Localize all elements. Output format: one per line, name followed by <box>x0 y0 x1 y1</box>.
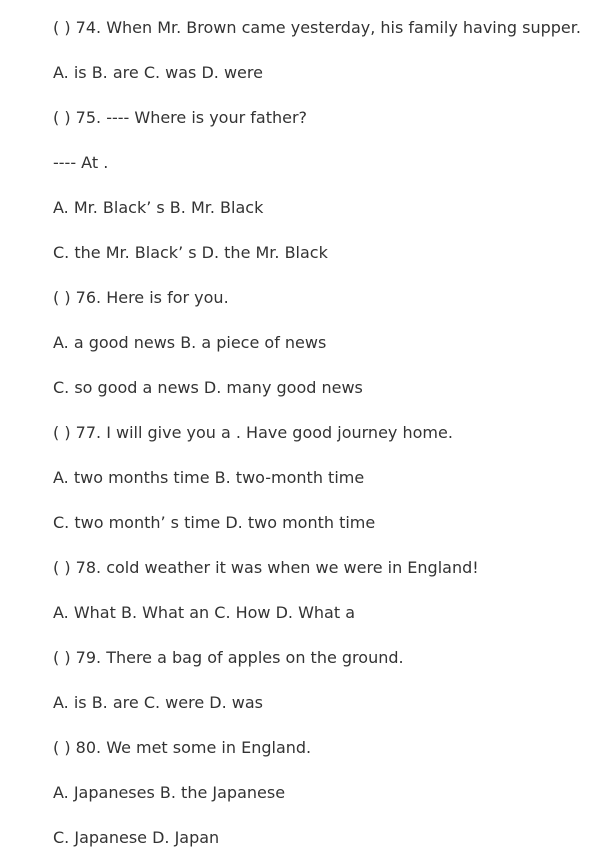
question-80-options-ab: A. Japaneses B. the Japanese <box>53 783 286 802</box>
question-77: ( ) 77. I will give you a . Have good journey home. <box>53 423 453 442</box>
question-75: ( ) 75. ---- Where is your father? <box>53 108 308 127</box>
question-79-options: A. is B. are C. were D. was <box>53 693 263 712</box>
question-80-options-cd: C. Japanese D. Japan <box>53 828 220 847</box>
question-77-options-ab: A. two months time B. two-month time <box>53 468 365 487</box>
question-76-options-cd: C. so good a news D. many good news <box>53 378 363 397</box>
question-74-options: A. is B. are C. was D. were <box>53 63 263 82</box>
question-79: ( ) 79. There a bag of apples on the ground. <box>53 648 404 667</box>
question-75-options-ab: A. Mr. Black’ s B. Mr. Black <box>53 198 264 217</box>
question-80: ( ) 80. We met some in England. <box>53 738 312 757</box>
question-78-options: A. What B. What an C. How D. What a <box>53 603 356 622</box>
question-77-options-cd: C. two month’ s time D. two month time <box>53 513 376 532</box>
question-74: ( ) 74. When Mr. Brown came yesterday, his family having supper. <box>53 18 581 37</box>
question-76-options-ab: A. a good news B. a piece of news <box>53 333 327 352</box>
question-78: ( ) 78. cold weather it was when we were in England! <box>53 558 479 577</box>
question-75-dialogue: ---- At . <box>53 153 109 172</box>
question-75-options-cd: C. the Mr. Black’ s D. the Mr. Black <box>53 243 328 262</box>
question-76: ( ) 76. Here is for you. <box>53 288 229 307</box>
